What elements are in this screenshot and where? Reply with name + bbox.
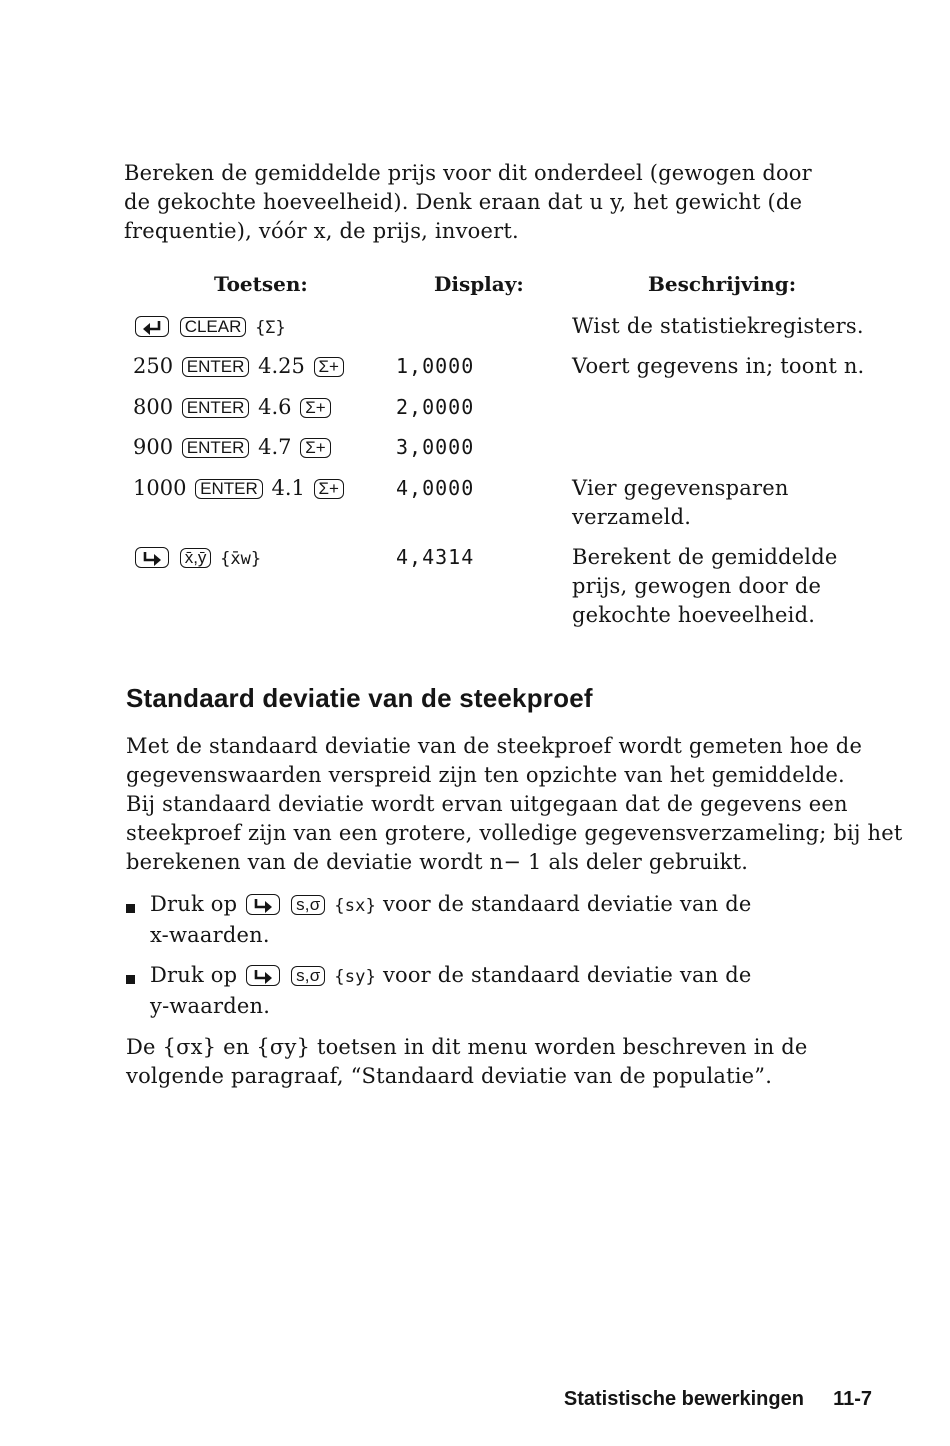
bullet-marker: [126, 904, 135, 913]
table-row: [133, 393, 333, 422]
right-shift-key: [135, 547, 169, 568]
bullet-tail: voor de standaard deviatie van de: [382, 963, 752, 987]
description-line: prijs, gewogen door de: [572, 574, 822, 598]
keys-number: 1000: [133, 476, 187, 500]
right-shift-key-icon: [250, 966, 276, 984]
section-title: Standaard deviatie van de steekproef: [126, 683, 593, 713]
row-2-display: 1,0000: [396, 354, 475, 378]
enter-key: ENTER: [182, 438, 250, 458]
bullet-line-2: x-waarden.: [150, 923, 270, 947]
sigma-plus-key: Σ+: [314, 357, 344, 377]
keys-number: 4.25: [258, 354, 305, 378]
bullet-item: [150, 890, 752, 950]
table-row: [133, 543, 261, 574]
left-shift-key-icon: [139, 317, 165, 335]
closing-paragraph: [126, 1033, 808, 1091]
description-line: Vier gegevensparen: [572, 476, 789, 500]
footer-chapter: Statistische bewerkingen: [563, 1388, 804, 1410]
body-line: berekenen van de deviatie wordt n− 1 als deler gebruikt.: [126, 850, 749, 874]
enter-key: ENTER: [182, 357, 250, 377]
left-shift-key: [135, 316, 169, 337]
description-line: verzameld.: [572, 505, 692, 529]
keys-number: 900: [133, 435, 174, 459]
sx-softkey: {sx}: [334, 896, 377, 916]
bullet-tail: voor de standaard deviatie van de: [382, 892, 752, 916]
table-row: [133, 433, 333, 462]
body-line: Bij standaard deviatie wordt ervan uitgegaan dat de gegevens een: [126, 792, 848, 816]
row-5-display: 4,0000: [396, 476, 475, 500]
keys-number: 800: [133, 395, 174, 419]
right-shift-key-icon: [250, 895, 276, 913]
mean-key: x̄,ȳ: [180, 548, 212, 568]
table-row: [133, 352, 346, 381]
body-line: gegevenswaarden verspreid zijn ten opzichte van het gemiddelde.: [126, 763, 845, 787]
row-5-description: [572, 474, 789, 532]
keys-number: 250: [133, 354, 174, 378]
body-line: steekproef zijn van een grotere, volledige gegevensverzameling; bij het: [126, 821, 903, 845]
clear-key: CLEAR: [180, 317, 247, 337]
body-line: Met de standaard deviatie van de steekproef wordt gemeten hoe de: [126, 734, 863, 758]
enter-key: ENTER: [182, 398, 250, 418]
std-dev-key: s,σ: [291, 895, 325, 915]
description-line: gekochte hoeveelheid.: [572, 603, 816, 627]
bullet-line-2: y-waarden.: [150, 994, 271, 1018]
row-4-display: 3,0000: [396, 435, 475, 459]
header-keys: Toetsen:: [214, 272, 308, 296]
weighted-mean-softkey: {x̄w}: [220, 549, 262, 569]
intro-line-2: de gekochte hoeveelheid). Denk eraan dat u y, het gewicht (de: [124, 190, 803, 214]
sigma-softkey: {Σ}: [255, 318, 286, 338]
row-6-description: [572, 543, 837, 630]
enter-key: ENTER: [195, 479, 263, 499]
row-2-description: Voert gegevens in; toont n.: [572, 354, 865, 378]
bullet-marker: [126, 975, 135, 984]
intro-line-3: frequentie), vóór x, de prijs, invoert.: [124, 219, 519, 243]
header-description: Beschrijving:: [648, 272, 797, 296]
page-footer: [564, 1388, 872, 1411]
footer-page-number: 11-7: [833, 1388, 872, 1410]
sigma-plus-key: Σ+: [300, 398, 330, 418]
intro-line-1: Bereken de gemiddelde prijs voor dit onderdeel (gewogen door: [124, 161, 812, 185]
header-display: Display:: [434, 272, 524, 296]
section-body: [126, 732, 903, 877]
row-1-description: Wist de statistiekregisters.: [572, 314, 864, 338]
row-3-display: 2,0000: [396, 395, 475, 419]
right-shift-key: [246, 965, 280, 986]
table-row: [133, 474, 346, 503]
bullet-lead: Druk op: [150, 963, 238, 987]
keys-number: 4.1: [271, 476, 305, 500]
right-shift-key-icon: [139, 548, 165, 566]
bullet-lead: Druk op: [150, 892, 238, 916]
sigma-plus-key: Σ+: [300, 438, 330, 458]
keys-number: 4.6: [258, 395, 292, 419]
description-line: Berekent de gemiddelde: [572, 545, 838, 569]
intro-paragraph: [124, 159, 812, 246]
std-dev-key: s,σ: [291, 966, 325, 986]
sigma-plus-key: Σ+: [314, 479, 344, 499]
bullet-item: [150, 961, 752, 1021]
table-row: [133, 312, 286, 343]
keys-number: 4.7: [258, 435, 292, 459]
closing-line: volgende paragraaf, “Standaard deviatie van de populatie”.: [126, 1064, 773, 1088]
closing-line: De {σx} en {σy} toetsen in dit menu worden beschreven in de: [126, 1035, 808, 1059]
row-6-display: 4,4314: [396, 545, 475, 569]
sy-softkey: {sy}: [334, 967, 377, 987]
right-shift-key: [246, 894, 280, 915]
